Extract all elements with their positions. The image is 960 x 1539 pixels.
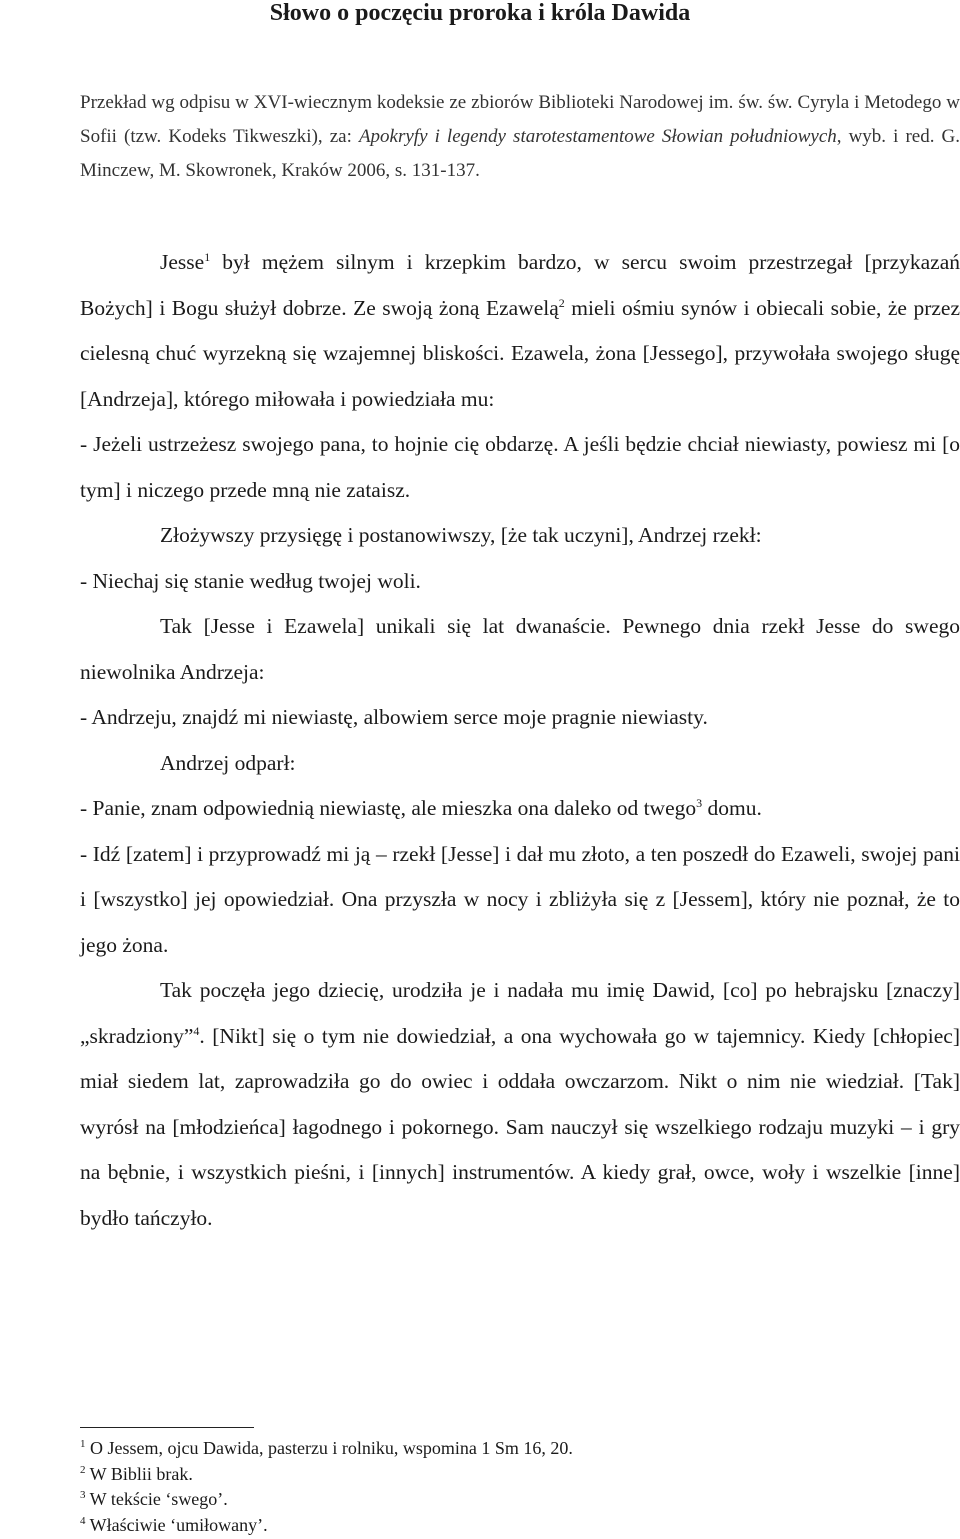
footnotes <box>80 1436 960 1538</box>
source-suffix: , wyb. i red. G. Minczew, M. Skowronek, Kraków 2006, s. 131-137. <box>80 126 960 181</box>
paragraph-1 <box>80 240 960 422</box>
footnote-number: 1 <box>80 1438 86 1450</box>
footnote-number: 3 <box>80 1489 86 1501</box>
footnote-text: O Jessem, ojcu Dawida, pasterzu i rolniku, wspomina 1 Sm 16, 20. <box>85 1438 573 1458</box>
p10-text-a: Tak poczęła jego dziecię, urodziła je i nadała mu imię Dawid, [co] po hebrajsku [znaczy] „skradziony” <box>80 978 960 1048</box>
footnote-3 <box>80 1487 960 1513</box>
footnote-text: W Biblii brak. <box>85 1463 193 1484</box>
p1-text-c: mieli ośmiu synów i obiecali sobie, że przez cielesną chuć wyrzekną się wzajemnej bliskości. Ezawela, żona [Jessego], przywołała swojego sługę [Andrzeja], którego miłowała i powiedziała mu: <box>80 295 960 411</box>
footnote-number: 4 <box>80 1514 86 1527</box>
footnote-4 <box>80 1513 960 1539</box>
p8-text-a: - Panie, znam odpowiednią niewiastę, ale mieszka ona daleko od twego <box>80 796 697 820</box>
source-note <box>80 86 960 188</box>
p8-text-b: domu. <box>702 796 762 820</box>
footnote-separator <box>80 1427 254 1428</box>
paragraph-9: - Idź [zatem] i przyprowadź mi ją – rzekł [Jesse] i dał mu złoto, a ten poszedł do Ezaweli, swojej pani i [wszystko] jej opowiedział. Ona przyszła w nocy i zbliżyła się z [Jessem], który nie poznał, że to jego żona. <box>80 841 960 957</box>
document-title: Słowo o poczęciu proroka i króla Dawida <box>269 0 691 26</box>
p10-text-b: . [Nikt] się o tym nie dowiedział, a ona wychowała go w tajemnicy. Kiedy [chłopiec] miał siedem lat, zaprowadziła go do owiec i oddała owczarzom. Nikt o nim nie wiedział. [Tak] wyrósł na [młodzieńca] łagodnego i pokornego. Sam nauczył się wszelkiego rodzaju muzyki – i gry na bębnie, i wszystkich pieśni, i [innych] instrumentów. A kiedy grał, owce, woły i wszelkie [inne] bydło tańczyło. <box>80 1023 960 1230</box>
paragraph-6: - Andrzeju, znajdź mi niewiastę, albowiem serce moje pragnie niewiasty. <box>80 705 708 729</box>
paragraph-10 <box>80 968 960 1241</box>
p1-text-a: Jesse <box>160 250 205 274</box>
paragraph-5: Tak [Jesse i Ezawela] unikali się lat dwanaście. Pewnego dnia rzekł Jesse do swego niewolnika Andrzeja: <box>80 614 960 684</box>
paragraph-8 <box>80 786 960 832</box>
source-book-title: Apokryfy i legendy starotestamentowe Słowian południowych <box>358 126 837 147</box>
footnote-text: Właściwie ‘umiłowany’. <box>85 1514 268 1535</box>
footnote-1 <box>80 1436 960 1462</box>
paragraph-3: Złożywszy przysięgę i postanowiwszy, [że tak uczyni], Andrzej rzekł: <box>160 523 762 547</box>
footnote-ref-3: 3 <box>696 795 703 810</box>
footnote-ref-2: 2 <box>558 295 565 310</box>
footnote-ref-1: 1 <box>204 249 211 264</box>
footnote-ref-4: 4 <box>193 1023 200 1038</box>
paragraph-2: - Jeżeli ustrzeżesz swojego pana, to hojnie cię obdarzę. A jeśli będzie chciał niewiasty, powiesz mi [o tym] i niczego przede mną nie zataisz. <box>80 432 960 502</box>
footnote-text: W tekście ‘swego’. <box>85 1489 228 1509</box>
source-prefix: Przekład wg odpisu w XVI-wiecznym kodeksie ze zbiorów Biblioteki Narodowej im. św. św. Cyryla i Metodego w Sofii (tzw. Kodeks Tikweszki), za: <box>80 92 960 147</box>
p1-text-b: był mężem silnym i krzepkim bardzo, w sercu swoim przestrzegał [przykazań Bożych] i Bogu służył dobrze. Ze swoją żoną Ezawelą <box>80 250 960 320</box>
footnote-2 <box>80 1462 960 1488</box>
footnote-number: 2 <box>80 1463 86 1476</box>
paragraph-4: - Niechaj się stanie według twojej woli. <box>80 568 421 593</box>
paragraph-7: Andrzej odparł: <box>160 750 296 775</box>
main-text <box>80 240 960 1241</box>
